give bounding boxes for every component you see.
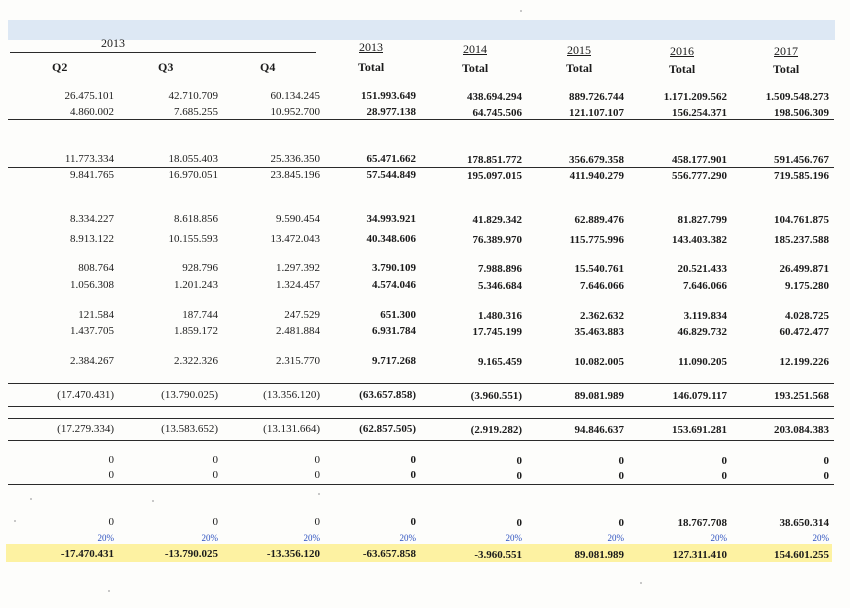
table-cell: 5.346.684: [478, 280, 522, 292]
table-cell: 89.081.989: [574, 390, 624, 402]
table-cell: 195.097.015: [467, 170, 522, 182]
table-cell: 12.199.226: [779, 356, 829, 368]
header-year-2014: 2014: [463, 42, 487, 56]
table-cell: 1.324.457: [276, 279, 320, 291]
header-year-2016: 2016: [670, 44, 694, 58]
table-cell: (62.857.505): [359, 423, 416, 435]
table-cell: 7.685.255: [174, 106, 218, 118]
table-cell: 94.846.637: [574, 424, 624, 436]
tax-rate-cell: 20%: [201, 533, 218, 543]
scan-speck: [520, 10, 522, 12]
table-cell: 26.475.101: [64, 90, 114, 102]
table-cell: 65.471.662: [366, 153, 416, 165]
table-cell: (63.657.858): [359, 389, 416, 401]
table-cell: (3.960.551): [470, 390, 522, 402]
table-cell: -3.960.551: [474, 549, 522, 561]
header-group-rule: [10, 52, 316, 53]
tax-rate-cell: 20%: [812, 533, 829, 543]
table-cell: 2.362.632: [580, 310, 624, 322]
table-cell: 154.601.255: [774, 549, 829, 561]
table-cell: 0: [516, 470, 522, 482]
table-cell: 0: [823, 455, 829, 467]
table-cell: 16.970.051: [168, 169, 218, 181]
table-cell: 247.529: [284, 309, 320, 321]
table-cell: 81.827.799: [677, 214, 727, 226]
table-cell: 57.544.849: [366, 169, 416, 181]
section-rule: [8, 383, 834, 384]
table-cell: 9.175.280: [785, 280, 829, 292]
tax-rate-cell: 20%: [97, 533, 114, 543]
table-cell: 0: [410, 454, 416, 466]
table-cell: (13.131.664): [263, 423, 320, 435]
table-cell: 1.859.172: [174, 325, 218, 337]
table-cell: (17.470.431): [57, 389, 114, 401]
tax-rate-cell: 20%: [710, 533, 727, 543]
header-total-2013: Total: [358, 60, 385, 74]
table-cell: 89.081.989: [574, 549, 624, 561]
table-cell: 18.055.403: [168, 153, 218, 165]
table-cell: 187.744: [182, 309, 218, 321]
table-cell: 7.988.896: [478, 263, 522, 275]
table-cell: 64.745.506: [472, 107, 522, 119]
table-cell: 20.521.433: [677, 263, 727, 275]
header-q4: Q4: [260, 60, 276, 74]
table-cell: 151.993.649: [361, 90, 416, 102]
table-cell: 1.437.705: [70, 325, 114, 337]
header-total-2017: Total: [773, 62, 800, 76]
table-cell: 0: [212, 469, 218, 481]
header-q2: Q2: [52, 60, 68, 74]
table-cell: 193.251.568: [774, 390, 829, 402]
table-cell: 23.845.196: [270, 169, 320, 181]
table-cell: 1.480.316: [478, 310, 522, 322]
header-group-year: 2013: [101, 36, 125, 50]
header-total-2015: Total: [566, 61, 593, 75]
table-cell: 26.499.871: [779, 263, 829, 275]
table-cell: 18.767.708: [677, 517, 727, 529]
table-cell: 1.056.308: [70, 279, 114, 291]
scan-speck: [152, 500, 154, 502]
table-cell: -13.356.120: [266, 548, 320, 560]
table-cell: 62.889.476: [574, 214, 624, 226]
table-cell: 889.726.744: [569, 91, 624, 103]
table-cell: 0: [823, 470, 829, 482]
table-cell: 356.679.358: [569, 154, 624, 166]
table-cell: 17.745.199: [472, 326, 522, 338]
table-cell: 8.618.856: [174, 213, 218, 225]
table-cell: 10.952.700: [270, 106, 320, 118]
table-cell: 9.590.454: [276, 213, 320, 225]
table-cell: 10.082.005: [574, 356, 624, 368]
table-cell: 153.691.281: [672, 424, 727, 436]
table-cell: 2.322.326: [174, 355, 218, 367]
scan-speck: [108, 590, 110, 592]
table-cell: 2.481.884: [276, 325, 320, 337]
tax-rate-cell: 20%: [399, 533, 416, 543]
table-cell: 121.107.107: [569, 107, 624, 119]
table-cell: 9.165.459: [478, 356, 522, 368]
section-rule: [8, 167, 834, 168]
header-year-2017: 2017: [774, 44, 798, 58]
table-cell: 808.764: [78, 262, 114, 274]
table-cell: 0: [410, 516, 416, 528]
table-cell: 6.931.784: [372, 325, 416, 337]
table-cell: 40.348.606: [366, 233, 416, 245]
header-total-2016: Total: [669, 62, 696, 76]
table-cell: 38.650.314: [779, 517, 829, 529]
table-cell: 42.710.709: [168, 90, 218, 102]
table-cell: -63.657.858: [362, 548, 416, 560]
section-rule: [8, 406, 834, 407]
table-cell: 0: [212, 516, 218, 528]
table-cell: 2.384.267: [70, 355, 114, 367]
table-cell: 4.860.002: [70, 106, 114, 118]
table-cell: 0: [410, 469, 416, 481]
table-cell: 591.456.767: [774, 154, 829, 166]
table-cell: 0: [618, 470, 624, 482]
table-cell: 127.311.410: [672, 549, 727, 561]
table-cell: 4.028.725: [785, 310, 829, 322]
table-cell: 2.315.770: [276, 355, 320, 367]
table-cell: -13.790.025: [164, 548, 218, 560]
table-cell: 0: [618, 455, 624, 467]
table-cell: -17.470.431: [60, 548, 114, 560]
table-cell: 0: [108, 516, 114, 528]
table-cell: 203.084.383: [774, 424, 829, 436]
table-cell: (13.790.025): [161, 389, 218, 401]
table-cell: (13.583.652): [161, 423, 218, 435]
tax-rate-cell: 20%: [607, 533, 624, 543]
table-cell: 458.177.901: [672, 154, 727, 166]
table-cell: 60.134.245: [270, 90, 320, 102]
table-cell: 104.761.875: [774, 214, 829, 226]
table-cell: 10.155.593: [168, 233, 218, 245]
table-cell: 0: [314, 516, 320, 528]
table-cell: 1.171.209.562: [663, 91, 727, 103]
table-cell: 121.584: [78, 309, 114, 321]
table-cell: 46.829.732: [677, 326, 727, 338]
table-cell: 0: [721, 455, 727, 467]
table-cell: 556.777.290: [672, 170, 727, 182]
section-rule: [8, 440, 834, 441]
table-cell: 651.300: [380, 309, 416, 321]
table-cell: 156.254.371: [672, 107, 727, 119]
table-cell: 9.841.765: [70, 169, 114, 181]
table-cell: 35.463.883: [574, 326, 624, 338]
header-q3: Q3: [158, 60, 174, 74]
table-cell: 15.540.761: [574, 263, 624, 275]
table-cell: 1.297.392: [276, 262, 320, 274]
table-cell: (2.919.282): [470, 424, 522, 436]
table-cell: 11.090.205: [678, 356, 727, 368]
table-cell: 8.913.122: [70, 233, 114, 245]
table-cell: 719.585.196: [774, 170, 829, 182]
table-cell: 7.646.066: [683, 280, 727, 292]
table-cell: 0: [721, 470, 727, 482]
table-cell: 4.574.046: [372, 279, 416, 291]
table-cell: 41.829.342: [472, 214, 522, 226]
table-cell: 1.509.548.273: [765, 91, 829, 103]
table-cell: 0: [108, 454, 114, 466]
table-cell: 178.851.772: [467, 154, 522, 166]
header-year-2015: 2015: [567, 43, 591, 57]
table-cell: 185.237.588: [774, 234, 829, 246]
table-cell: 25.336.350: [270, 153, 320, 165]
table-cell: 438.694.294: [467, 91, 522, 103]
section-rule: [8, 484, 834, 485]
table-cell: 34.993.921: [366, 213, 416, 225]
table-cell: (17.279.334): [57, 423, 114, 435]
section-rule: [8, 119, 834, 120]
scan-speck: [14, 520, 16, 522]
table-cell: 0: [212, 454, 218, 466]
tax-rate-cell: 20%: [303, 533, 320, 543]
header-band: [8, 20, 835, 40]
scan-speck: [30, 498, 32, 500]
header-year-2013: 2013: [359, 40, 383, 54]
table-cell: 0: [516, 455, 522, 467]
table-cell: 143.403.382: [672, 234, 727, 246]
table-cell: 0: [618, 517, 624, 529]
table-cell: 13.472.043: [270, 233, 320, 245]
table-cell: 0: [516, 517, 522, 529]
table-cell: 11.773.334: [64, 153, 114, 165]
section-rule: [8, 418, 834, 419]
table-cell: 1.201.243: [174, 279, 218, 291]
table-cell: 198.506.309: [774, 107, 829, 119]
table-cell: 411.940.279: [569, 170, 624, 182]
table-cell: 115.775.996: [569, 234, 624, 246]
table-cell: 60.472.477: [779, 326, 829, 338]
table-cell: 0: [108, 469, 114, 481]
table-cell: (13.356.120): [263, 389, 320, 401]
scan-speck: [640, 582, 642, 584]
scan-speck: [318, 493, 320, 495]
table-cell: 3.119.834: [683, 310, 727, 322]
table-cell: 28.977.138: [366, 106, 416, 118]
table-cell: 0: [314, 469, 320, 481]
table-cell: 0: [314, 454, 320, 466]
header-total-2014: Total: [462, 61, 489, 75]
table-cell: 928.796: [182, 262, 218, 274]
table-cell: 9.717.268: [372, 355, 416, 367]
table-cell: 3.790.109: [372, 262, 416, 274]
table-cell: 8.334.227: [70, 213, 114, 225]
tax-rate-cell: 20%: [505, 533, 522, 543]
table-cell: 146.079.117: [672, 390, 727, 402]
table-cell: 76.389.970: [472, 234, 522, 246]
table-cell: 7.646.066: [580, 280, 624, 292]
